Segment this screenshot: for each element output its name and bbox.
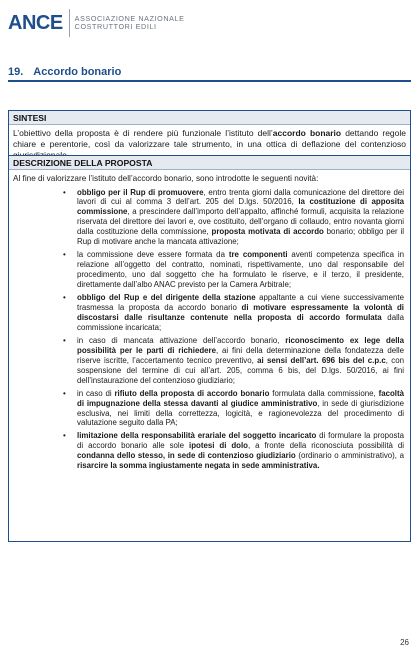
bullet-icon: • bbox=[63, 388, 66, 398]
body-text: la commissione deve essere formata da bbox=[77, 250, 229, 260]
bullet-icon: • bbox=[63, 431, 66, 441]
page-number: 26 bbox=[400, 638, 409, 647]
logo-org-name bbox=[75, 15, 185, 32]
logo-org-line-1: ASSOCIAZIONE NAZIONALE bbox=[74, 13, 185, 23]
proposal-list-item bbox=[63, 431, 404, 471]
bullet-icon: • bbox=[63, 187, 66, 197]
body-text: in caso di bbox=[77, 388, 115, 398]
body-text: , ai fini della determinazione della fondatezza delle riserve iscritte, l’accertamento tecnico preventivo, bbox=[77, 345, 404, 365]
body-text: dettando regole chiare e perentorie, così da valorizzare tale strumento, in una ottica di deflazione del contenzioso bbox=[13, 128, 407, 149]
body-text: , in sede di giurisdizione esclusiva, nei limiti della correttezza, logicità, e ragionevolezza del procedimento di valutazione seguito dalla PA; bbox=[77, 398, 404, 428]
body-text: (ordinario o amministrativo), a bbox=[295, 451, 404, 461]
bullet-icon: • bbox=[63, 250, 66, 260]
emphasis-text: risarcire la somma ingiustamente negata in sede amministrativa. bbox=[77, 461, 320, 471]
descrizione-heading: DESCRIZIONE DELLA PROPOSTA bbox=[9, 156, 410, 170]
body-text: aventi competenza specifica in relazione all’oggetto del contratto, nominati, rispettivamente, uno dal responsabile del procedimento, uno dal soggetto che ha formulato le riserve, e il terzo, il presidente, direttamente dall’albo ANAC previsto per la Camera Arbitrale; bbox=[77, 250, 404, 290]
section-title bbox=[8, 66, 121, 78]
proposal-list-item bbox=[63, 187, 405, 248]
proposal-list-item bbox=[63, 250, 404, 290]
body-text: appaltante a cui viene successivamente trasmessa la proposta da accordo bonario bbox=[77, 293, 404, 312]
descrizione-intro: Al fine di valorizzare l’istituto dell’accordo bonario, sono introdotte le seguenti novità: bbox=[13, 174, 319, 183]
bullet-icon: • bbox=[63, 293, 66, 303]
proposal-list bbox=[9, 188, 410, 472]
proposal-list-item bbox=[63, 335, 404, 386]
section-title-text: Accordo bonario bbox=[33, 66, 122, 78]
logo-divider bbox=[69, 9, 70, 37]
emphasis-text: obbligo del Rup e del dirigente della stazione bbox=[77, 293, 256, 303]
body-text: , a prescindere dall’importo dell’appalto, affinché formuli, acquisita la relazione riservata del direttore dei lavori e, ove costituito, dell’organo di collaudo, entro novanta giorni dalla costituzione della commissione, bbox=[77, 207, 404, 237]
section-number: 19. bbox=[8, 66, 24, 78]
body-text: formulata dalla commissione, bbox=[269, 388, 379, 398]
body-text: L’obiettivo della proposta è di rendere più funzionale l’istituto dell’ bbox=[13, 128, 273, 138]
descrizione-box bbox=[8, 155, 411, 542]
emphasis-text: obbligo per il Rup di promuovere bbox=[77, 187, 204, 197]
emphasis-text: rifiuto della proposta di accordo bonario bbox=[114, 388, 270, 398]
body-text: , a fronte della riconosciuta possibilità di bbox=[248, 441, 404, 451]
body-text: dalla commissione incaricata; bbox=[77, 312, 404, 332]
emphasis-text: condanna dello stesso, in sede di contenzioso giudiziario bbox=[77, 451, 296, 461]
emphasis-text: proposta motivata di accordo bbox=[211, 227, 324, 237]
logo-mark: ANCE bbox=[8, 12, 63, 34]
ance-logo bbox=[8, 6, 185, 40]
body-text: di formulare la proposta di accordo bonario alle sole bbox=[77, 431, 404, 451]
emphasis-text: ipotesi di dolo bbox=[189, 441, 248, 451]
body-text: in caso di mancata attivazione dell’accordo bonario, bbox=[77, 335, 286, 345]
emphasis-text: tre componenti bbox=[228, 250, 288, 260]
sintesi-heading: SINTESI bbox=[9, 111, 410, 125]
emphasis-text: ai sensi dell’art. 696 bis del c.p.c bbox=[257, 355, 386, 365]
logo-org-line-2: COSTRUTTORI EDILI bbox=[74, 22, 157, 31]
section-title-rule bbox=[8, 80, 411, 82]
body-text: , entro trenta giorni dalla comunicazione del direttore dei lavori di cui al comma 3 dell’art. 205 del D.lgs. 50/2016, bbox=[77, 187, 405, 207]
emphasis-text: la costituzione di apposita commissione bbox=[77, 197, 404, 217]
bullet-icon: • bbox=[63, 335, 66, 345]
body-text: , con sospensione del termine di cui all’art. 205, comma 6 bis, del D.lgs. 50/2016, ai fini dell’instaurazione del contenzioso giudiziario; bbox=[77, 355, 404, 385]
emphasis-text: riconoscimento ex lege della possibilità per le parti di richiedere bbox=[77, 335, 404, 355]
emphasis-text: di motivare espressamente la volontà di discostarsi dalle risultanze contenute nella proposta di accordo formulata bbox=[77, 302, 404, 322]
emphasis-text: facoltà di impugnazione della stessa davanti al giudice amministrativo bbox=[77, 388, 404, 408]
emphasis-text: accordo bonario bbox=[272, 128, 342, 138]
emphasis-text: limitazione della responsabilità erariale del soggetto incaricato bbox=[77, 431, 317, 441]
proposal-list-item bbox=[63, 293, 404, 333]
proposal-list-item bbox=[63, 388, 404, 429]
body-text: bonario; obbligo per il Rup di motivare anche la mancata attivazione; bbox=[77, 227, 404, 247]
